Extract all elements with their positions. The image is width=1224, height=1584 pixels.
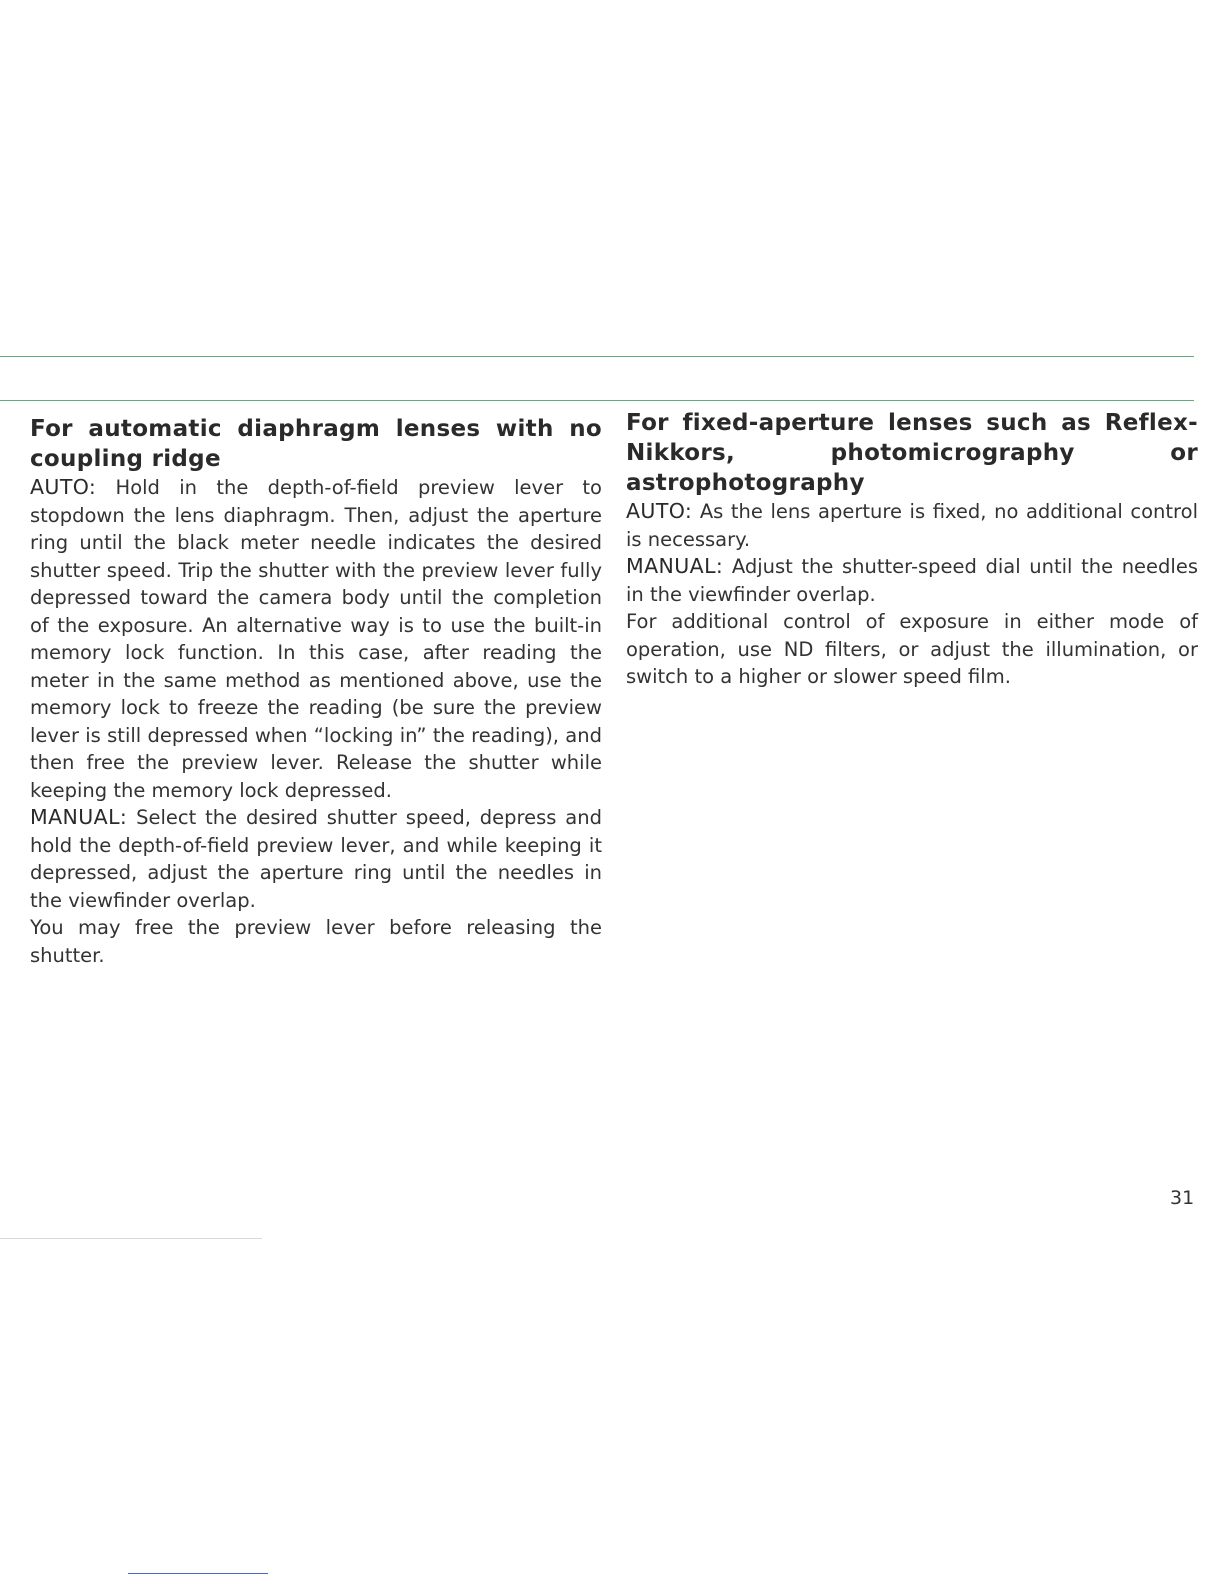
section-divider-line [0,400,1194,401]
right-manual-paragraph [626,553,1198,608]
right-auto-text: As the lens aperture is fixed, no additional control is necessary. [626,500,1198,551]
page-number: 31 [1170,1187,1195,1209]
footer-underline [128,1573,268,1574]
right-note-paragraph: For additional control of exposure in either mode of operation, use ND filters, or adjust the illumination, or switch to a higher or slower speed film. [626,610,1198,688]
left-manual-paragraph [30,804,602,914]
left-note-paragraph: You may free the preview lever before releasing the shutter. [30,916,602,967]
left-auto-paragraph [30,474,602,804]
left-auto-text: Hold in the depth-of-field preview lever to stopdown the lens diaphragm. Then, adjust the aperture ring until the black meter needle indicates the desired shutter speed. Trip the shutter with the preview lever fully depressed toward the camera body until the completion of the exposure. An alternative way is to use the built-in memory lock function. In this case, after reading the meter in the same method as mentioned above, use the memory lock to freeze the reading (be sure the preview lever is still depressed when “locking in” the reading), and then free the preview lever. Release the shutter while keeping the memory lock depressed. [30,476,602,802]
right-manual-label: MANUAL: [626,554,724,578]
right-auto-paragraph [626,498,1198,553]
left-manual-label: MANUAL: [30,805,128,829]
left-column [30,414,602,969]
left-auto-label: AUTO: [30,475,97,499]
right-column [626,410,1199,691]
left-section-heading: For automatic diaphragm lenses with no coupling ridge [30,416,602,472]
left-manual-text: Select the desired shutter speed, depress and hold the depth-of-field preview lever, and while keeping it depressed, adjust the aperture ring until the needles in the viewfinder overlap. [30,806,602,912]
right-manual-text: Adjust the shutter-speed dial until the needles in the viewfinder overlap. [626,555,1199,606]
right-section-heading: For fixed-aperture lenses such as Reflex-Nikkors, photomicrography or astrophotography [626,410,1198,496]
bottom-page-edge-line [0,1238,262,1239]
right-auto-label: AUTO: [626,499,693,523]
top-divider-line [0,356,1194,357]
